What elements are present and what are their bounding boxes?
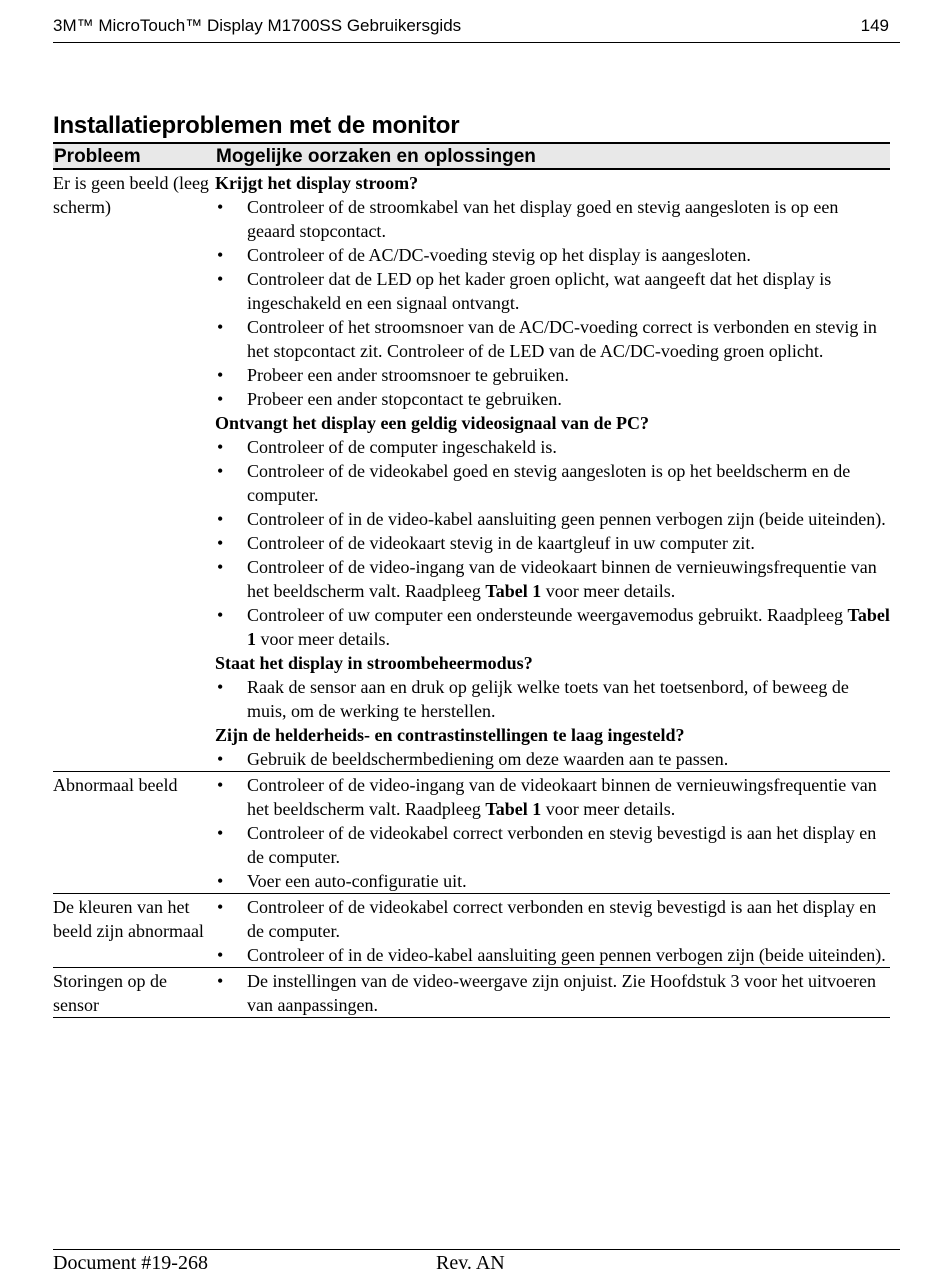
solution-list [215,435,890,651]
list-item: • De instellingen van de video-weergave zijn onjuist. Zie Hoofdstuk 3 voor het uitvoeren van aanpassingen. [215,969,890,1017]
table-row [53,772,890,894]
solution-list [215,895,890,967]
list-item: • Controleer of uw computer een ondersteunde weergavemodus gebruikt. Raadpleeg Tabel 1 voor meer details. [215,603,890,651]
troubleshooting-table [53,142,890,1018]
list-item: • Controleer of de videokabel correct verbonden en stevig bevestigd is aan het display en de computer. [215,821,890,869]
list-item: • Controleer dat de LED op het kader groen oplicht, wat aangeeft dat het display is ingeschakeld en een signaal ontvangt. [215,267,890,315]
list-item: • Probeer een ander stroomsnoer te gebruiken. [215,363,890,387]
list-item: • Controleer of de videokabel goed en stevig aangesloten is op het beeldscherm en de computer. [215,459,890,507]
solutions-cell [215,894,890,968]
table-header-row [53,143,890,169]
list-item: • Controleer of de stroomkabel van het display goed en stevig aangesloten is op een geaard stopcontact. [215,195,890,243]
list-item: • Controleer of het stroomsnoer van de AC/DC-voeding correct is verbonden en stevig in het stopcontact zit. Controleer of de LED van de AC/DC-voeding groen oplicht. [215,315,890,363]
footer-revision: Rev. AN [436,1252,505,1274]
footer-rule [53,1249,900,1250]
table-row [53,169,890,772]
list-item: • Controleer of de AC/DC-voeding stevig op het display is aangesloten. [215,243,890,267]
list-item: • Controleer of de videokabel correct verbonden en stevig bevestigd is aan het display en de computer. [215,895,890,943]
header-rule [53,42,900,43]
question-heading: Zijn de helderheids- en contrastinstellingen te laag ingesteld? [215,725,685,745]
problem-cell: De kleuren van het beeld zijn abnormaal [53,894,215,968]
list-item: • Controleer of in de video-kabel aansluiting geen pennen verbogen zijn (beide uiteinden). [215,943,890,967]
table-body [53,169,890,1018]
question-heading: Krijgt het display stroom? [215,173,419,193]
column-header-solutions: Mogelijke oorzaken en oplossingen [215,143,890,169]
solution-list [215,969,890,1017]
list-item: • Controleer of de video-ingang van de videokaart binnen de vernieuwingsfrequentie van het beeldscherm valt. Raadpleeg Tabel 1 voor meer details. [215,773,890,821]
solutions-cell [215,772,890,894]
column-header-problem: Probleem [53,143,215,169]
solutions-cell [215,968,890,1018]
bold-reference: Tabel 1 [485,581,542,601]
problem-cell: Er is geen beeld (leeg scherm) [53,169,215,772]
solution-list [215,773,890,893]
list-item: • Controleer of in de video-kabel aansluiting geen pennen verbogen zijn (beide uiteinden). [215,507,890,531]
footer-document-number: Document #19-268 [53,1252,208,1274]
section-title: Installatieproblemen met de monitor [53,112,460,139]
list-item: • Voer een auto-configuratie uit. [215,869,890,893]
table-row [53,968,890,1018]
bold-reference: Tabel 1 [485,799,542,819]
list-item: • Probeer een ander stopcontact te gebruiken. [215,387,890,411]
problem-cell: Storingen op de sensor [53,968,215,1018]
list-item: • Controleer of de computer ingeschakeld is. [215,435,890,459]
list-item: • Raak de sensor aan en druk op gelijk welke toets van het toetsenbord, of beweeg de muis, om de werking te herstellen. [215,675,890,723]
header-title: 3M™ MicroTouch™ Display M1700SS Gebruikersgids [53,16,462,35]
list-item: • Gebruik de beeldschermbediening om deze waarden aan te passen. [215,747,890,771]
bold-reference: Tabel 1 [247,605,890,649]
page-header [53,14,889,42]
problem-cell: Abnormaal beeld [53,772,215,894]
solution-list [215,675,890,723]
table-row [53,894,890,968]
page-number: 149 [860,16,889,35]
list-item: • Controleer of de videokaart stevig in de kaartgleuf in uw computer zit. [215,531,890,555]
list-item: • Controleer of de video-ingang van de videokaart binnen de vernieuwingsfrequentie van het beeldscherm valt. Raadpleeg Tabel 1 voor meer details. [215,555,890,603]
question-heading: Staat het display in stroombeheermodus? [215,653,533,673]
solution-list [215,747,890,771]
question-heading: Ontvangt het display een geldig videosignaal van de PC? [215,413,650,433]
solutions-cell [215,169,890,772]
solution-list [215,195,890,411]
